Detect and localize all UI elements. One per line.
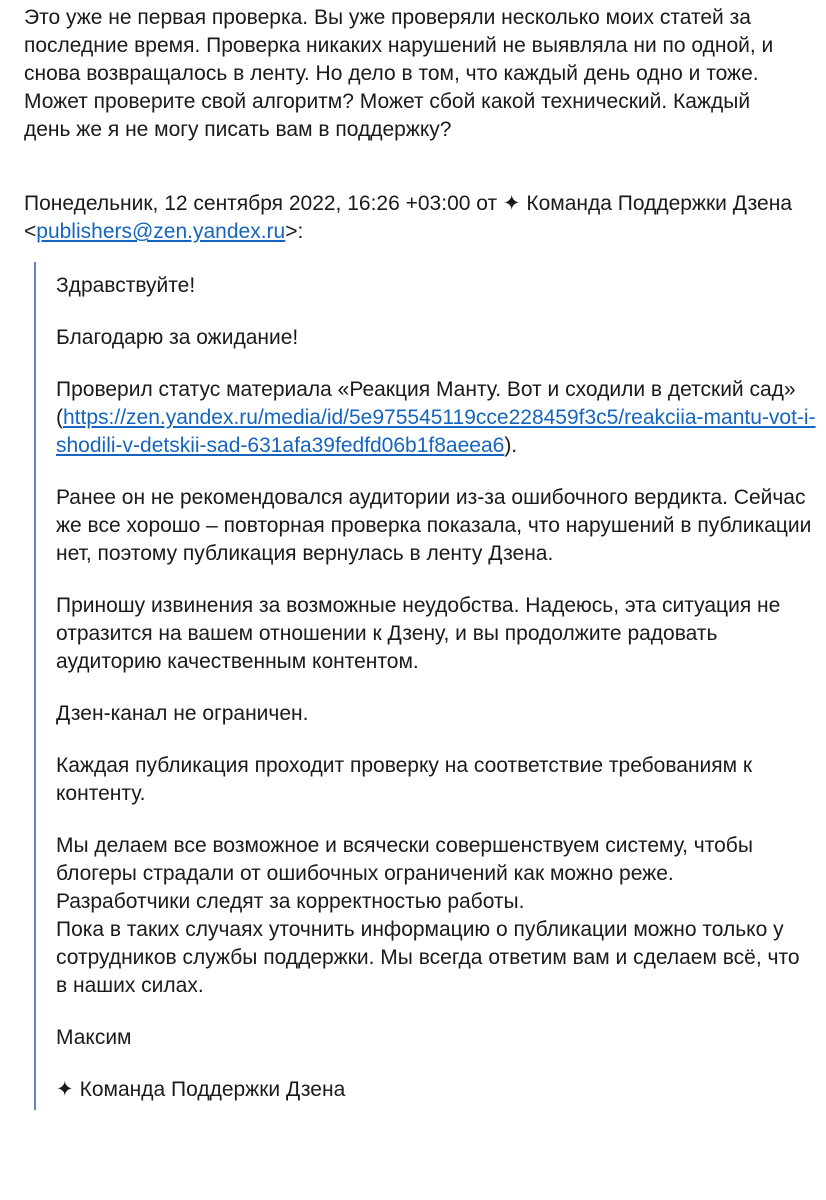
- team-name: Команда Поддержки Дзена: [79, 1078, 346, 1101]
- greeting: Здравствуйте!: [56, 274, 196, 297]
- quoted-reply: [34, 262, 816, 1110]
- team-signature: [56, 1076, 816, 1104]
- agent-name: Максим: [56, 1026, 132, 1049]
- channel-status-text: Дзен-канал не ограничен.: [56, 702, 309, 725]
- status-link-close: ).: [504, 434, 518, 457]
- status-paragraph: [56, 376, 816, 460]
- user-message: [24, 4, 794, 144]
- sender-email-link[interactable]: publishers@zen.yandex.ru: [36, 220, 286, 243]
- user-message-text: Это уже не первая проверка. Вы уже проверяли несколько моих статей за последние время. Проверка никаких нарушений не выявляла ни по одной, и снова возвращалось в ленту. Но дело в том, что каждый день одно и тоже. Может проверите свой алгоритм? Может сбой какой технический. Каждый день же я не могу писать вам в поддержку?: [24, 6, 774, 141]
- verdict-text: Ранее он не рекомендовался аудитории из-за ошибочного вердикта. Сейчас же все хорошо – повторная проверка показала, что нарушений в публикации нет, поэтому публикация вернулась в ленту Дзена.: [56, 486, 812, 565]
- sparkle-icon: ✦: [56, 1078, 74, 1101]
- apology-text: Приношу извинения за возможные неудобства. Надеюсь, эта ситуация не отразится на вашем отношении к Дзену, и вы продолжите радовать аудиторию качественным контентом.: [56, 594, 781, 673]
- reply-header-prefix: Понедельник, 12 сентября 2022, 16:26 +03:00 от ✦ Команда Поддержки Дзена <: [24, 192, 792, 243]
- improvement-text-1: Мы делаем все возможное и всячески совершенствуем систему, чтобы блогеры страдали от ошибочных ограничений как можно реже.: [56, 834, 753, 885]
- thanks-text: Благодарю за ожидание!: [56, 326, 299, 349]
- status-text: Проверил статус материала «Реакция Манту. Вот и сходили в детский сад»: [56, 378, 796, 401]
- improvement-text-2: Разработчики следят за корректностью работы.: [56, 890, 525, 913]
- publication-link[interactable]: https://zen.yandex.ru/media/id/5e975545119cce228459f3c5/reakciia-mantu-vot-i-shodili-v-detskii-sad-631afa39fedfd06b1f8aeea6: [56, 406, 816, 457]
- status-link-open: (: [56, 406, 63, 429]
- reply-header-suffix: >:: [285, 220, 304, 243]
- reply-header: [24, 190, 814, 246]
- improvement-text-3: Пока в таких случаях уточнить информацию о публикации можно только у сотрудников службы поддержки. Мы всегда ответим вам и сделаем всё, что в наших силах.: [56, 918, 800, 997]
- check-info-text: Каждая публикация проходит проверку на соответствие требованиям к контенту.: [56, 754, 753, 805]
